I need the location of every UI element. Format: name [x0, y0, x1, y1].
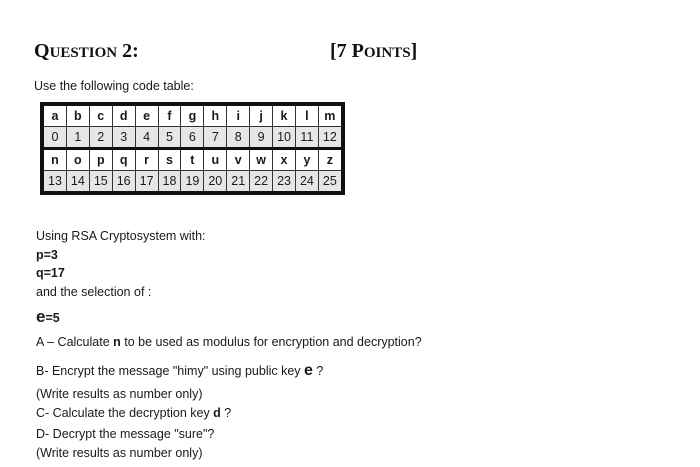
code-table-cell: 9 — [250, 127, 273, 149]
code-table-letters-row-2 — [42, 149, 343, 171]
rsa-e-value: e=5 — [36, 307, 60, 326]
code-table-cell: 22 — [250, 171, 273, 194]
rsa-q-value: q=17 — [36, 266, 65, 280]
code-table-cell: i — [227, 104, 250, 127]
code-table-cell: q — [112, 149, 135, 171]
question-points: [7 POINTS] — [330, 40, 418, 62]
code-table-cell: 16 — [112, 171, 135, 194]
task-b-note: (Write results as number only) — [36, 387, 203, 401]
code-table-cell: r — [135, 149, 158, 171]
code-table-numbers-row-2 — [42, 171, 343, 194]
rsa-selection: and the selection of : — [36, 285, 152, 299]
code-table-cell: 18 — [158, 171, 181, 194]
code-table-cell: t — [181, 149, 204, 171]
code-table-cell: 13 — [42, 171, 66, 194]
code-table-cell: j — [250, 104, 273, 127]
code-table-cell: a — [42, 104, 66, 127]
code-table-cell: 24 — [295, 171, 318, 194]
code-table-cell: 15 — [89, 171, 112, 194]
code-table-cell: s — [158, 149, 181, 171]
rsa-intro: Using RSA Cryptosystem with: — [36, 229, 206, 243]
code-table-cell: 14 — [66, 171, 89, 194]
question-title: QUESTION 2: — [34, 40, 139, 62]
code-table-cell: n — [42, 149, 66, 171]
task-a: A – Calculate n to be used as modulus for encryption and decryption? — [36, 335, 422, 349]
code-table-cell: z — [318, 149, 342, 171]
code-table-cell: 11 — [295, 127, 318, 149]
code-table-cell: u — [204, 149, 227, 171]
code-table-cell: 17 — [135, 171, 158, 194]
code-table-cell: 2 — [89, 127, 112, 149]
code-table-cell: v — [227, 149, 250, 171]
code-table-cell: y — [295, 149, 318, 171]
code-table-cell: 10 — [273, 127, 296, 149]
rsa-p-value: p=3 — [36, 248, 58, 262]
code-table-cell: 25 — [318, 171, 342, 194]
intro-text: Use the following code table: — [34, 79, 194, 93]
code-table-cell: 7 — [204, 127, 227, 149]
code-table — [40, 102, 345, 195]
code-table-cell: 5 — [158, 127, 181, 149]
code-table-cell: k — [273, 104, 296, 127]
code-table-cell: o — [66, 149, 89, 171]
code-table-cell: g — [181, 104, 204, 127]
task-b: B- Encrypt the message "himy" using public key e ? — [36, 362, 324, 379]
code-table-cell: b — [66, 104, 89, 127]
code-table-cell: 21 — [227, 171, 250, 194]
code-table-cell: 6 — [181, 127, 204, 149]
code-table-cell: x — [273, 149, 296, 171]
code-table-cell: e — [135, 104, 158, 127]
task-d-note: (Write results as number only) — [36, 446, 203, 460]
code-table-cell: m — [318, 104, 342, 127]
code-table-numbers-row-1 — [42, 127, 343, 149]
code-table-cell: d — [112, 104, 135, 127]
code-table-cell: 3 — [112, 127, 135, 149]
code-table-cell: h — [204, 104, 227, 127]
code-table-cell: c — [89, 104, 112, 127]
code-table-cell: 1 — [66, 127, 89, 149]
task-d: D- Decrypt the message "sure"? — [36, 427, 215, 441]
code-table-cell: w — [250, 149, 273, 171]
code-table-letters-row-1 — [42, 104, 343, 127]
code-table-cell: f — [158, 104, 181, 127]
code-table-cell: 12 — [318, 127, 342, 149]
code-table-cell: 0 — [42, 127, 66, 149]
code-table-cell: 20 — [204, 171, 227, 194]
code-table-cell: 4 — [135, 127, 158, 149]
code-table-cell: p — [89, 149, 112, 171]
code-table-cell: 23 — [273, 171, 296, 194]
code-table-cell: 8 — [227, 127, 250, 149]
task-c: C- Calculate the decryption key d ? — [36, 406, 232, 420]
code-table-cell: 19 — [181, 171, 204, 194]
code-table-cell: l — [295, 104, 318, 127]
